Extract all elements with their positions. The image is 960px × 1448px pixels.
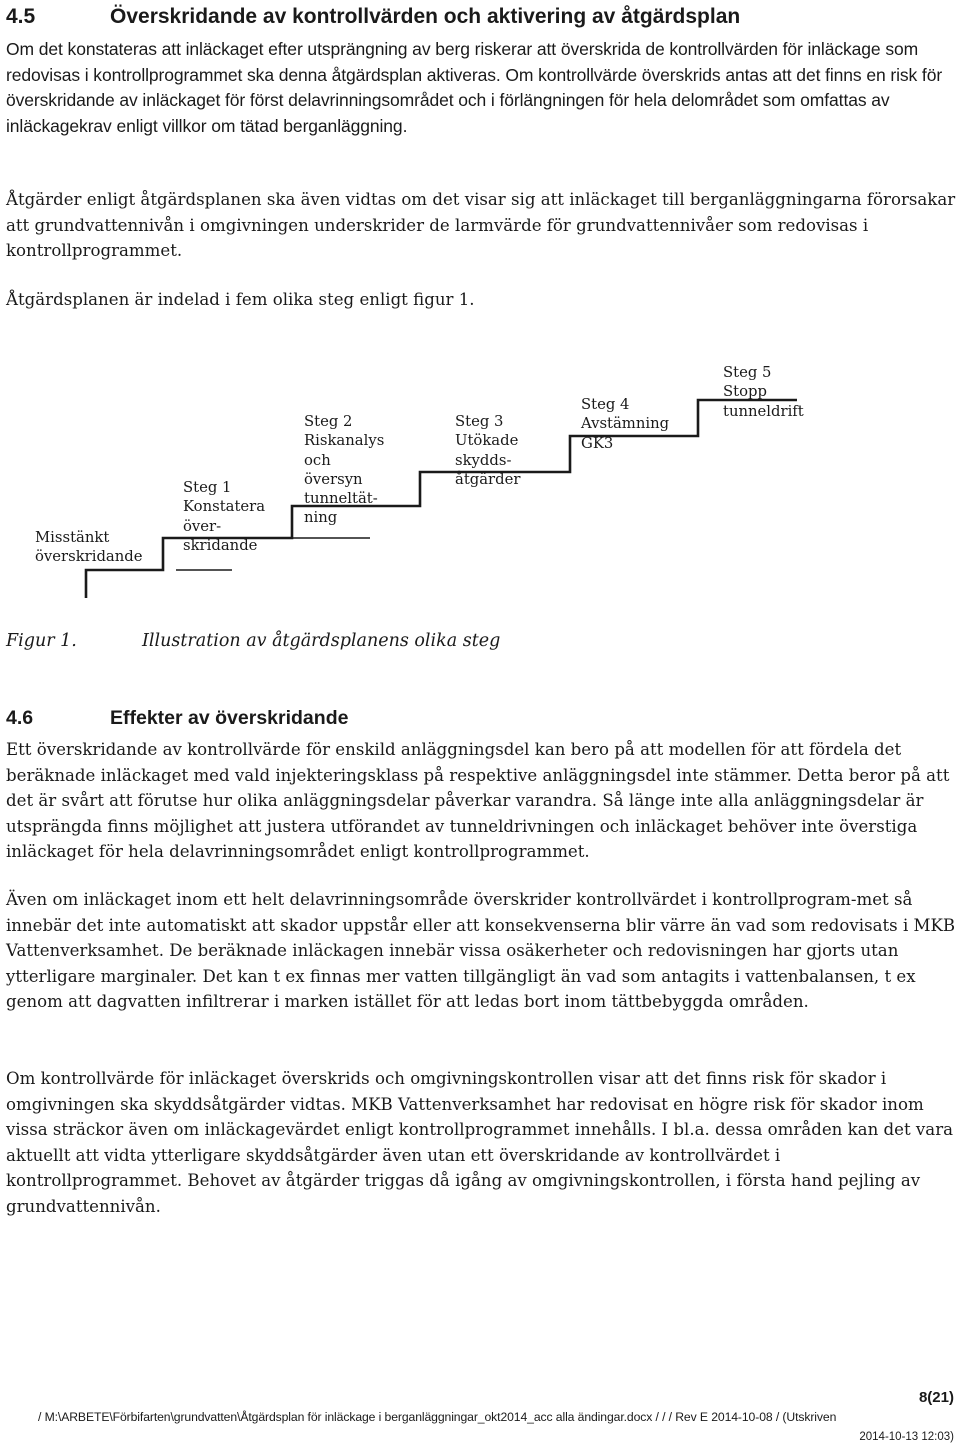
step-4-label: Steg 4 Avstämning GK3 xyxy=(581,396,670,452)
staircase-figure xyxy=(0,350,960,610)
paragraph: Åtgärdsplanen är indelad i fem olika steg enligt figur 1. xyxy=(6,290,475,309)
caption-text: Illustration av åtgärdsplanens olika steg xyxy=(142,631,501,651)
caption-number: Figur 1. xyxy=(6,631,77,651)
step-1-label: Steg 1 Konstatera över- skridande xyxy=(183,479,266,554)
start-label: Misstänkt överskridande xyxy=(35,529,143,566)
paragraph: Om det konstateras att inläckaget efter utsprängning av berg riskerar att överskrida de kontrollvärden för inläckage som redovisas i kontrollprogrammet ska denna åtgärdsplan aktiveras. Om kontrollvärde överskrids antas att det finns en risk för överskridande av inläckaget för först delavrinningsområdet och i förlängningen för hela delområdet som omfattas av inläckagekrav enligt villkor om tätad berganläggning. xyxy=(6,39,943,136)
paragraph: Åtgärder enligt åtgärdsplanen ska även vidtas om det visar sig att inläckaget till berganläggningarna förorsakar att grundvattennivån i omgivningen underskrider de larmvärde för grundvattennivåer som redovisas i kontrollprogrammet. xyxy=(6,190,956,260)
footer-print-date: 2014-10-13 12:03) xyxy=(859,1431,954,1443)
step-5-label: Steg 5 Stopp tunneldrift xyxy=(723,364,804,420)
footer-file-path: / M:\ARBETE\Förbifarten\grundvatten\Åtgärdsplan för inläckage i berganläggningar_okt2014_acc alla ändingar.docx / / / Rev E 2014-10-08 / (Utskriven xyxy=(38,1410,837,1424)
paragraph: Om kontrollvärde för inläckaget överskrids och omgivningskontrollen visar att det finns risk för skador i omgivningen ska skyddsåtgärder vidtas. MKB Vattenverksamhet har redovisat en högre risk för skador inom vissa sträckor även om inläckagevärdet enligt kontrollprogrammet innehålls. I bl.a. dessa områden kan det vara aktuellt att vidta ytterligare skyddsåtgärder även utan ett överskridande av kontrollvärdet i kontrollprogrammet. Behovet av åtgärder triggas då igång av omgivningskontrollen, i första hand pejling av grundvattennivån. xyxy=(6,1069,954,1216)
step-2-label: Steg 2 Riskanalys och översyn tunneltät- ning xyxy=(304,413,385,527)
paragraph: Ett överskridande av kontrollvärde för enskild anläggningsdel kan bero på att modellen för att fördela det beräknade inläckaget med vald injekteringsklass på respektive anläggningsdel inte stämmer. Detta beror på att det är svårt att förutse hur olika anläggningsdelar påverkar varandra. Så länge inte alla anläggningsdelar är utsprängda finns möjlighet att justera utförandet av tunneldrivningen och inläckaget behöver inte överstiga inläckaget för hela delavrinningsområdet enligt kontrollprogrammet. xyxy=(6,740,950,861)
section-number: 4.6 xyxy=(6,707,34,729)
figure-caption xyxy=(6,628,906,654)
section-number: 4.5 xyxy=(6,5,36,28)
paragraph: Även om inläckaget inom ett helt delavrinningsområde överskrider kontrollvärdet i kontrollprogram-met så innebär det inte automatiskt att skador uppstår eller att konsekvenserna blir värre än vad som redovisats i MKB Vattenverksamhet. De beräknade inläckagen innebär vissa osäkerheter och redovisningen har gjorts utan ytterligare marginaler. Det kan t ex finnas mer vatten tillgängligt än vad som antagits i vattenbalansen, t ex genom att dagvatten infiltrerar i marken istället för att ledas bort inom tättbebyggda områden. xyxy=(6,890,956,1011)
step-3-label: Steg 3 Utökade skydds- åtgärder xyxy=(455,413,521,488)
section-heading xyxy=(6,705,956,731)
section-heading xyxy=(6,4,956,30)
section-title: Effekter av överskridande xyxy=(110,707,349,729)
section-title: Överskridande av kontrollvärden och aktivering av åtgärdsplan xyxy=(110,5,741,28)
page-number: 8(21) xyxy=(918,1389,954,1406)
